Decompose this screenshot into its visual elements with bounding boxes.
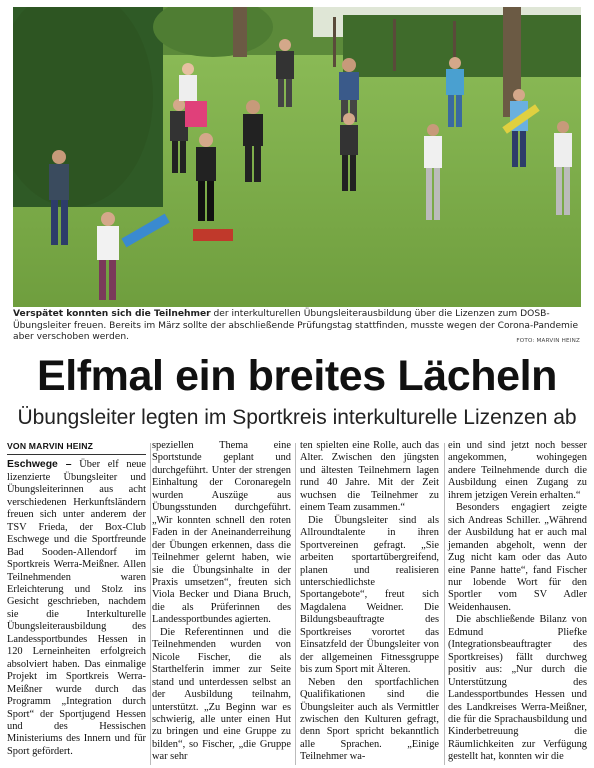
- dateline: Eschwege –: [7, 459, 72, 471]
- article-column-3: [300, 440, 439, 764]
- paragraph-text: Über elf neue lizenzierte Übungsleiter und Übungsleiterinnen aus acht verschiedenen Herkunftsländern freuen sich unter anderem der TSV Frieda, der Box-Club Eschwege und die Sportfreunde Bad Sooden-Allendorf im Sportkreis Werra-Meißner. Allen Teilnehmenden waren Erleichterung und Stolz ins Gesicht geschrieben, nachdem sie die Interkulturelle Übungsleiterausbildung des Landessportbundes Hessen in 120 Lerneinheiten erfolgreich absolviert haben. Das einmalige Projekt im Sportkreis Werra-Meißner wurde durch das Programm „Integration durch Sport“ der Sportjugend Hessen und des Hessischen Ministeriums des Innern und für Sport gefördert.: [7, 459, 146, 757]
- paragraph: Die abschließende Bilanz von Edmund Pliefke (Integrationsbeauftragter des Sportkreises) fällt durchweg positiv aus: „Nur durch die Unterstützung des Landessportbundes Hessen und des Landkreises Werra-Meißner, die für die Sprachausbildung und Kinderbetreuung die Räumlichkeiten zur Verfügung gestellt hat, konnten wir die: [448, 614, 587, 763]
- article-column-4: [448, 440, 587, 764]
- article-headline: Elfmal ein breites Lächeln: [36, 352, 558, 400]
- paragraph: ten spielten eine Rolle, auch das Alter. Zwischen den jüngsten und ältesten Teilnehmern lagen rund 40 Jahre. Mit der Zeit wuchsen die Teilnehmer zu einem Team zusammen.“: [300, 440, 439, 514]
- paragraph: ein und sind jetzt noch besser angekommen, wohingegen andere Teilnehmende durch die Ausbildung einen Zugang zu ihrem jetzigen Verein erhalten.“: [448, 440, 587, 501]
- paragraph: speziellen Thema eine Sportstunde geplant und durchgeführt. Unter der strengen Einhaltung der Coronaregeln wurden Auszüge aus Übungsstunden durchgeführt. „Wir konnten schnell den roten Faden in der Aneinanderreihung der Übungen erkennen, dass die Teilnehmer gelernt haben, wie sie die Übungsinhalte in der Praxis umsetzen“, freuten sich Viola Becker und Diana Bruch, die als Prüferinnen des Landessportbundes agierten.: [152, 440, 291, 626]
- paragraph: Die Referentinnen und die Teilnehmenden wurden von Nicole Fischer, die als Starthelferin immer zur Seite stand und unterdessen selbst an der Ausbildung teilnahm, unterstützt. „Zu Beginn war es schwierig, alle unter einen Hut zu bringen und eine Gruppe zu bilden“, so Fischer, „die Gruppe war sehr: [152, 626, 291, 763]
- column-divider: [444, 443, 445, 765]
- byline: VON MARVIN HEINZ: [7, 440, 146, 455]
- paragraph: [7, 459, 146, 758]
- group-photo: [13, 7, 581, 307]
- column-divider: [150, 443, 151, 765]
- article-subheadline: Übungsleiter legten im Sportkreis interkulturelle Lizenzen ab: [17, 406, 577, 429]
- article-column-1: [7, 440, 146, 758]
- caption-lead: Verspätet konnten sich die Teilnehmer: [13, 309, 211, 319]
- paragraph: Die Übungsleiter sind als Allroundtalente in ihren Sportvereinen gefragt. „Sie arbeiten sportartübergreifend, planen und realisieren unterschiedlichste Sportangebote“, freut sich Magdalena Weidner. Die Bildungsbeauftragte des Sportkreises vorortet das Einsatzfeld der Übungsleiter von der allgemeinen Fitnessgruppe bis zum Sport mit Älteren.: [300, 514, 439, 676]
- photo-credit: FOTO: MARVIN HEINZ: [516, 338, 580, 344]
- caption-text: der interkulturellen Übungsleiterausbildung über die Lizenzen zum DOSB-Übungsleiter freuen. Bereits im März sollte der abschließende Prüfungstag stattfinden, musste wegen der Corona-Pandemie aber verschoben werden.: [13, 309, 579, 343]
- column-divider: [295, 443, 296, 765]
- paragraph: Besonders engagiert zeigte sich Andreas Schiller. „Während der Ausbildung hat er auch mal jemanden abgeholt, wenn der Zug nicht kam oder das Auto eine Panne hatte“, fand Fischer nur lobende Wort für den Sportler vom SV Adler Weidenhausen.: [448, 502, 587, 613]
- paragraph: Neben den sportfachlichen Qualifikationen sind die Übungsleiter auch als Vermittler zwischen den Kulturen gefragt, denn Sport spricht bekanntlich alle Sprachen. „Einige Teilnehmer wa-: [300, 676, 439, 763]
- photo-caption: [13, 309, 579, 344]
- article-column-2: [152, 440, 291, 764]
- group-photo-image: [13, 7, 581, 307]
